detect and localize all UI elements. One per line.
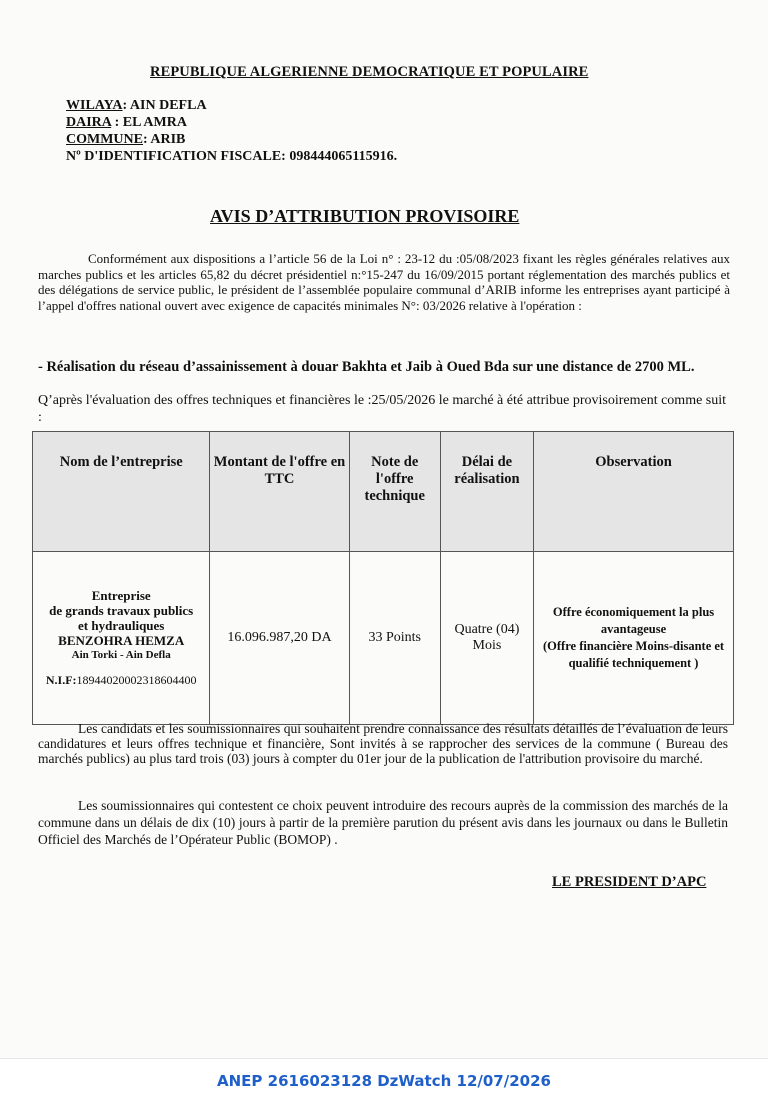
wilaya-line	[66, 97, 397, 114]
commune-label: COMMUNE	[66, 132, 143, 147]
observation-line-2: (Offre financière Moins-disante et qualifié techniquement )	[542, 639, 725, 670]
administrative-block	[66, 97, 397, 165]
republique-heading: REPUBLIQUE ALGERIENNE DEMOCRATIQUE ET POPULAIRE	[150, 64, 589, 80]
header-montant: Montant de l'offre en TTC	[210, 432, 349, 552]
company-nif	[34, 673, 208, 688]
company-location: Ain Torki - Ain Defla	[71, 649, 171, 661]
daira-label: DAIRA	[66, 115, 112, 130]
header-observation: Observation	[534, 432, 734, 552]
company-line-1: Entreprise	[91, 588, 151, 603]
company-line-2: de grands travaux publics	[49, 603, 194, 618]
wilaya-label: WILAYA	[66, 98, 123, 113]
project-description: - Réalisation du réseau d’assainissement à douar Bakhta et Jaib à Oued Bda sur une distance de 2700 ML.	[38, 359, 695, 375]
observation-line-1: Offre économiquement la plus avantageuse	[552, 605, 715, 636]
table-header-row	[33, 432, 734, 552]
cell-entreprise	[33, 552, 210, 725]
cell-note: 33 Points	[349, 552, 440, 725]
daira-value: : EL AMRA	[111, 115, 187, 130]
company-name: BENZOHRA HEMZA	[58, 633, 185, 648]
candidats-paragraph	[38, 721, 728, 766]
table-row	[33, 552, 734, 725]
intro-paragraph	[38, 251, 730, 313]
signature: LE PRESIDENT D’APC	[552, 874, 707, 890]
daira-line	[66, 114, 397, 131]
header-note: Note de l'offre technique	[349, 432, 440, 552]
company-line-3: et hydrauliques	[78, 618, 165, 633]
publication-footer: ANEP 2616023128 DzWatch 12/07/2026	[217, 1072, 551, 1090]
delai-value: Quatre (04)	[454, 622, 520, 637]
evaluation-paragraph: Q’après l'évaluation des offres techniques et financières le :25/05/2026 le marché à été attribue provisoirement comme suit :	[38, 393, 727, 425]
cell-observation	[534, 552, 734, 725]
attribution-table	[32, 431, 734, 725]
header-entreprise: Nom de l’entreprise	[33, 432, 210, 552]
header-delai: Délai de réalisation	[440, 432, 533, 552]
cell-delai	[440, 552, 533, 725]
candidats-text: Les candidats et les soumissionnaires qui souhaitent prendre connaissance des résultats détaillés de l’évaluation de leurs candidatures et leurs offres technique et financière, Sont invités à se rapprocher des services de la commune ( Bureau des marchés publics) au plus tard trois (03) jours à compter du 01er jour de la publication de l'attribution provisoire du marché.	[38, 721, 728, 766]
intro-text: Conformément aux dispositions a l’article 56 de la Loi n° : 23-12 du :05/08/2023 fixant les règles générales relatives aux marches publics et les articles 65,82 du décret présidentiel n:°15-247 du 16/09/2015 portant réglementation des marchés publics et des délégations de service public, le président de l’assemblée populaire communal d’ARIB informe les entreprises ayant participé à l’appel d'offres national ouvert avec exigence de capacités minimales N°: 03/2026 relative à l'opération :	[38, 251, 730, 313]
notice-title: AVIS D’ATTRIBUTION PROVISOIRE	[210, 206, 520, 226]
nif-label: N.I.F:	[45, 673, 77, 687]
cell-montant: 16.096.987,20 DA	[210, 552, 349, 725]
recours-text: Les soumissionnaires qui contestent ce choix peuvent introduire des recours auprès de la commission des marchés de la commune dans un délais de dix (10) jours à partir de la première parution du présent avis dans les journaux ou dans le Bulletin Officiel des Marchés de l’Opérateur Public (BOMOP) .	[38, 798, 728, 847]
recours-paragraph	[38, 797, 728, 848]
nif-value: 18944020002318604400	[76, 673, 197, 687]
fiscal-id-line: Nº D'IDENTIFICATION FISCALE: 098444065115916.	[66, 149, 398, 164]
observation-text	[535, 604, 732, 672]
commune-value: : ARIB	[143, 132, 186, 147]
company-block	[34, 588, 208, 663]
delai-unit: Mois	[472, 638, 502, 653]
wilaya-value: : AIN DEFLA	[122, 98, 207, 113]
commune-line	[66, 131, 397, 148]
